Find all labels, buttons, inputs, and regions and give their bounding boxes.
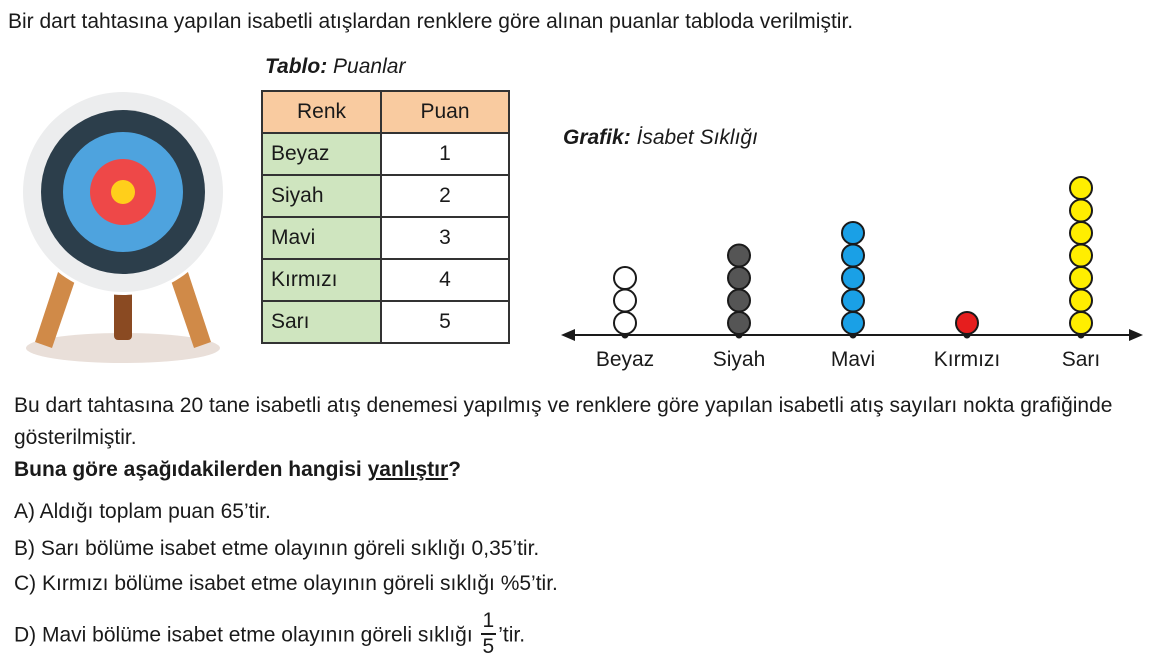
table-row [262, 259, 509, 301]
table-cell-points: 5 [381, 301, 509, 343]
tick-label-siyah: Siyah [712, 348, 766, 371]
points-table [261, 90, 510, 344]
option-c[interactable]: C) Kırmızı bölüme isabet etme olayının göreli sıklığı %5’tir. [14, 572, 558, 595]
table-header-puan: Puan [381, 91, 509, 133]
table-row [262, 175, 509, 217]
table-cell-points: 3 [381, 217, 509, 259]
data-dot-siyah [728, 312, 750, 334]
question-prompt: Buna göre aşağıdakilerden hangisi yanlıştır? [14, 458, 461, 481]
fraction: $\frac{1}{5}$ [482, 609, 495, 658]
x-axis-right-arrow [1129, 329, 1143, 341]
tick-label-beyaz: Beyaz [595, 348, 655, 371]
data-dot-kırmızı [956, 312, 978, 334]
dot-plot [555, 140, 1155, 380]
data-dot-sarı [1070, 222, 1092, 244]
option-a[interactable]: A) Aldığı toplam puan 65’tir. [14, 500, 271, 523]
table-title: Tablo: Puanlar [265, 55, 406, 78]
data-dot-sarı [1070, 312, 1092, 334]
table-cell-points: 2 [381, 175, 509, 217]
table-cell-color: Sarı [262, 301, 381, 343]
data-dot-mavi [842, 312, 864, 334]
data-dot-mavi [842, 290, 864, 312]
data-dot-siyah [728, 290, 750, 312]
data-dot-siyah [728, 267, 750, 289]
table-cell-color: Mavi [262, 217, 381, 259]
intro-text: Bir dart tahtasına yapılan isabetli atışlardan renklere göre alınan puanlar tabloda verilmiştir. [8, 10, 854, 33]
data-dot-mavi [842, 222, 864, 244]
table-header-renk: Renk [262, 91, 381, 133]
tick-label-sarı: Sarı [1061, 348, 1101, 371]
option-b[interactable]: B) Sarı bölüme isabet etme olayının göreli sıklığı 0,35’tir. [14, 537, 540, 560]
table-row [262, 133, 509, 175]
data-dot-siyah [728, 245, 750, 267]
table-cell-color: Kırmızı [262, 259, 381, 301]
data-dot-beyaz [614, 312, 636, 334]
data-dot-sarı [1070, 245, 1092, 267]
data-dot-sarı [1070, 267, 1092, 289]
data-dot-beyaz [614, 290, 636, 312]
x-axis-left-arrow [561, 329, 575, 341]
data-dot-mavi [842, 245, 864, 267]
question-paragraph: Bu dart tahtasına 20 tane isabetli atış denemesi yapılmış ve renklere göre yapılan isabetli atış sayıları nokta grafiğinde gösterilmiştir. [14, 394, 1113, 449]
table-row [262, 217, 509, 259]
data-dot-sarı [1070, 290, 1092, 312]
data-dot-mavi [842, 267, 864, 289]
data-dot-sarı [1070, 200, 1092, 222]
option-d[interactable]: D) Mavi bölüme isabet etme olayının göreli sıklığı $\frac{1}{5}$ ’tir. [14, 609, 526, 658]
tick-label-kırmızı: Kırmızı [933, 348, 1001, 371]
table-row [262, 301, 509, 343]
data-dot-beyaz [614, 267, 636, 289]
table-cell-points: 1 [381, 133, 509, 175]
table-cell-color: Beyaz [262, 133, 381, 175]
data-dot-sarı [1070, 177, 1092, 199]
tick-label-mavi: Mavi [830, 348, 876, 371]
dartboard-illustration [18, 90, 228, 370]
table-cell-color: Siyah [262, 175, 381, 217]
table-cell-points: 4 [381, 259, 509, 301]
chart-title: Grafik: İsabet Sıklığı [563, 126, 758, 149]
